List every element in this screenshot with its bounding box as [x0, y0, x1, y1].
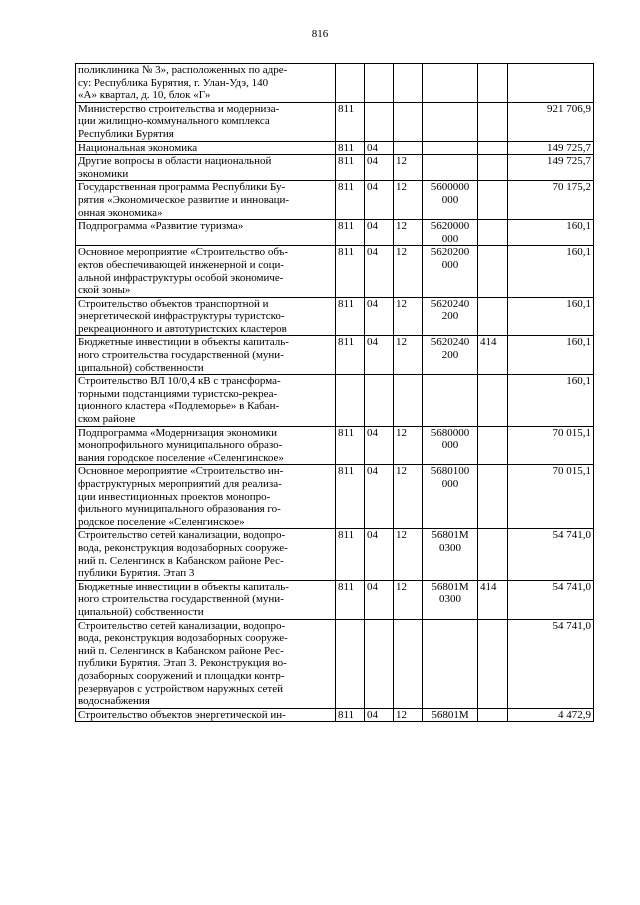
subsection-code-cell: [394, 141, 423, 155]
expense-type-cell: 414: [478, 580, 508, 619]
expense-type-cell: [478, 297, 508, 336]
subsection-code-cell: [394, 375, 423, 426]
subsection-code-cell: 12: [394, 246, 423, 297]
subsection-code-cell: 12: [394, 336, 423, 375]
ministry-code-cell: 811: [336, 336, 365, 375]
row-name-cell: Государственная программа Республики Бу- рятия «Экономическое развитие и инноваци- онная экономика»: [76, 181, 336, 220]
amount-cell: 149 725,7: [508, 141, 594, 155]
ministry-code-cell: 811: [336, 246, 365, 297]
table-row: [76, 375, 594, 426]
row-name-cell: Строительство объектов энергетической ин-: [76, 708, 336, 722]
target-article-cell: [423, 102, 478, 141]
table-row: [76, 297, 594, 336]
section-code-cell: 04: [365, 465, 394, 529]
expense-type-cell: 414: [478, 336, 508, 375]
amount-cell: 54 741,0: [508, 619, 594, 708]
table-row: [76, 102, 594, 141]
subsection-code-cell: 12: [394, 181, 423, 220]
expense-type-cell: [478, 220, 508, 246]
ministry-code-cell: 811: [336, 465, 365, 529]
table-row: [76, 619, 594, 708]
target-article-cell: 5680100 000: [423, 465, 478, 529]
row-name-cell: Бюджетные инвестиции в объекты капиталь- ного строительства государственной (муни- ципальной) собственности: [76, 580, 336, 619]
section-code-cell: 04: [365, 297, 394, 336]
amount-cell: [508, 64, 594, 103]
amount-cell: 160,1: [508, 375, 594, 426]
section-code-cell: 04: [365, 155, 394, 181]
expense-type-cell: [478, 708, 508, 722]
ministry-code-cell: 811: [336, 155, 365, 181]
amount-cell: 921 706,9: [508, 102, 594, 141]
target-article-cell: 5620000 000: [423, 220, 478, 246]
row-name-cell: Строительство сетей канализации, водопро- вода, реконструкция водозаборных сооруже- ний п. Селенгинск в Кабанском районе Рес- публики Бурятия. Этап 3. Реконструкция во- дозаборных сооружений и площадки контр- резервуаров с устройством наружных сетей водоснабжения: [76, 619, 336, 708]
subsection-code-cell: 12: [394, 220, 423, 246]
row-name-cell: поликлиника № 3», расположенных по адре- су: Республика Бурятия, г. Улан-Удэ, 140 «А» квартал, д. 10, блок «Г»: [76, 64, 336, 103]
target-article-cell: 5620200 000: [423, 246, 478, 297]
row-name-cell: Строительство сетей канализации, водопро- вода, реконструкция водозаборных сооруже- ний п. Селенгинск в Кабанском районе Рес- публики Бурятия. Этап 3: [76, 529, 336, 580]
table-row: [76, 708, 594, 722]
table-row: [76, 141, 594, 155]
row-name-cell: Министерство строительства и модерниза- ции жилищно-коммунального комплекса Республики Бурятия: [76, 102, 336, 141]
expense-type-cell: [478, 181, 508, 220]
ministry-code-cell: 811: [336, 102, 365, 141]
section-code-cell: 04: [365, 181, 394, 220]
table-body: [76, 64, 594, 722]
expense-type-cell: [478, 246, 508, 297]
amount-cell: 70 175,2: [508, 181, 594, 220]
subsection-code-cell: [394, 64, 423, 103]
target-article-cell: 5680000 000: [423, 426, 478, 465]
target-article-cell: 56801М 0300: [423, 580, 478, 619]
table-row: [76, 426, 594, 465]
amount-cell: 160,1: [508, 220, 594, 246]
subsection-code-cell: 12: [394, 465, 423, 529]
subsection-code-cell: 12: [394, 529, 423, 580]
subsection-code-cell: 12: [394, 155, 423, 181]
section-code-cell: [365, 102, 394, 141]
amount-cell: 4 472,9: [508, 708, 594, 722]
ministry-code-cell: 811: [336, 708, 365, 722]
section-code-cell: 04: [365, 426, 394, 465]
row-name-cell: Подпрограмма «Развитие туризма»: [76, 220, 336, 246]
target-article-cell: 5620240 200: [423, 336, 478, 375]
ministry-code-cell: [336, 64, 365, 103]
subsection-code-cell: 12: [394, 297, 423, 336]
page-number: 816: [311, 28, 329, 40]
section-code-cell: [365, 64, 394, 103]
table-row: [76, 155, 594, 181]
section-code-cell: 04: [365, 141, 394, 155]
amount-cell: 70 015,1: [508, 426, 594, 465]
section-code-cell: 04: [365, 708, 394, 722]
target-article-cell: 5600000 000: [423, 181, 478, 220]
amount-cell: 160,1: [508, 297, 594, 336]
table-row: [76, 580, 594, 619]
target-article-cell: [423, 141, 478, 155]
row-name-cell: Строительство ВЛ 10/0,4 кВ с трансформа- торными подстанциями туристско-рекреа- ционного кластера «Подлеморье» в Кабан- ском районе: [76, 375, 336, 426]
section-code-cell: 04: [365, 246, 394, 297]
ministry-code-cell: [336, 375, 365, 426]
target-article-cell: 5620240 200: [423, 297, 478, 336]
row-name-cell: Бюджетные инвестиции в объекты капиталь- ного строительства государственной (муни- ципальной) собственности: [76, 336, 336, 375]
amount-cell: 54 741,0: [508, 529, 594, 580]
row-name-cell: Основное мероприятие «Строительство объ- ектов обеспечивающей инженерной и соци- альной инфраструктуры особой экономиче- ской зоны»: [76, 246, 336, 297]
row-name-cell: Строительство объектов транспортной и энергетической инфраструктуры туристско- рекреационного и автотуристских кластеров: [76, 297, 336, 336]
target-article-cell: [423, 155, 478, 181]
expense-type-cell: [478, 465, 508, 529]
table-row: [76, 529, 594, 580]
amount-cell: 54 741,0: [508, 580, 594, 619]
ministry-code-cell: 811: [336, 181, 365, 220]
subsection-code-cell: 12: [394, 580, 423, 619]
expense-type-cell: [478, 619, 508, 708]
target-article-cell: [423, 64, 478, 103]
subsection-code-cell: 12: [394, 426, 423, 465]
section-code-cell: 04: [365, 336, 394, 375]
target-article-cell: [423, 619, 478, 708]
amount-cell: 160,1: [508, 336, 594, 375]
budget-table: [75, 63, 594, 722]
expense-type-cell: [478, 375, 508, 426]
amount-cell: 70 015,1: [508, 465, 594, 529]
expense-type-cell: [478, 529, 508, 580]
expense-type-cell: [478, 155, 508, 181]
expense-type-cell: [478, 141, 508, 155]
section-code-cell: [365, 375, 394, 426]
section-code-cell: 04: [365, 220, 394, 246]
amount-cell: 149 725,7: [508, 155, 594, 181]
ministry-code-cell: 811: [336, 426, 365, 465]
ministry-code-cell: 811: [336, 220, 365, 246]
section-code-cell: 04: [365, 580, 394, 619]
amount-cell: 160,1: [508, 246, 594, 297]
table-row: [76, 465, 594, 529]
ministry-code-cell: 811: [336, 141, 365, 155]
table-row: [76, 64, 594, 103]
target-article-cell: 56801М 0300: [423, 529, 478, 580]
section-code-cell: 04: [365, 529, 394, 580]
expense-type-cell: [478, 426, 508, 465]
row-name-cell: Подпрограмма «Модернизация экономики монопрофильного муниципального образо- вания городское поселение «Селенгинское»: [76, 426, 336, 465]
ministry-code-cell: 811: [336, 297, 365, 336]
ministry-code-cell: 811: [336, 580, 365, 619]
table-row: [76, 181, 594, 220]
table-row: [76, 336, 594, 375]
row-name-cell: Другие вопросы в области национальной экономики: [76, 155, 336, 181]
target-article-cell: [423, 375, 478, 426]
row-name-cell: Основное мероприятие «Строительство ин- фраструктурных мероприятий для реализа- ции инвестиционных проектов монопро- фильного муниципального образования го- родское поселение «Селенгинское»: [76, 465, 336, 529]
table-row: [76, 220, 594, 246]
subsection-code-cell: 12: [394, 708, 423, 722]
ministry-code-cell: 811: [336, 529, 365, 580]
subsection-code-cell: [394, 102, 423, 141]
section-code-cell: [365, 619, 394, 708]
expense-type-cell: [478, 64, 508, 103]
target-article-cell: 56801М: [423, 708, 478, 722]
subsection-code-cell: [394, 619, 423, 708]
table-row: [76, 246, 594, 297]
row-name-cell: Национальная экономика: [76, 141, 336, 155]
ministry-code-cell: [336, 619, 365, 708]
expense-type-cell: [478, 102, 508, 141]
